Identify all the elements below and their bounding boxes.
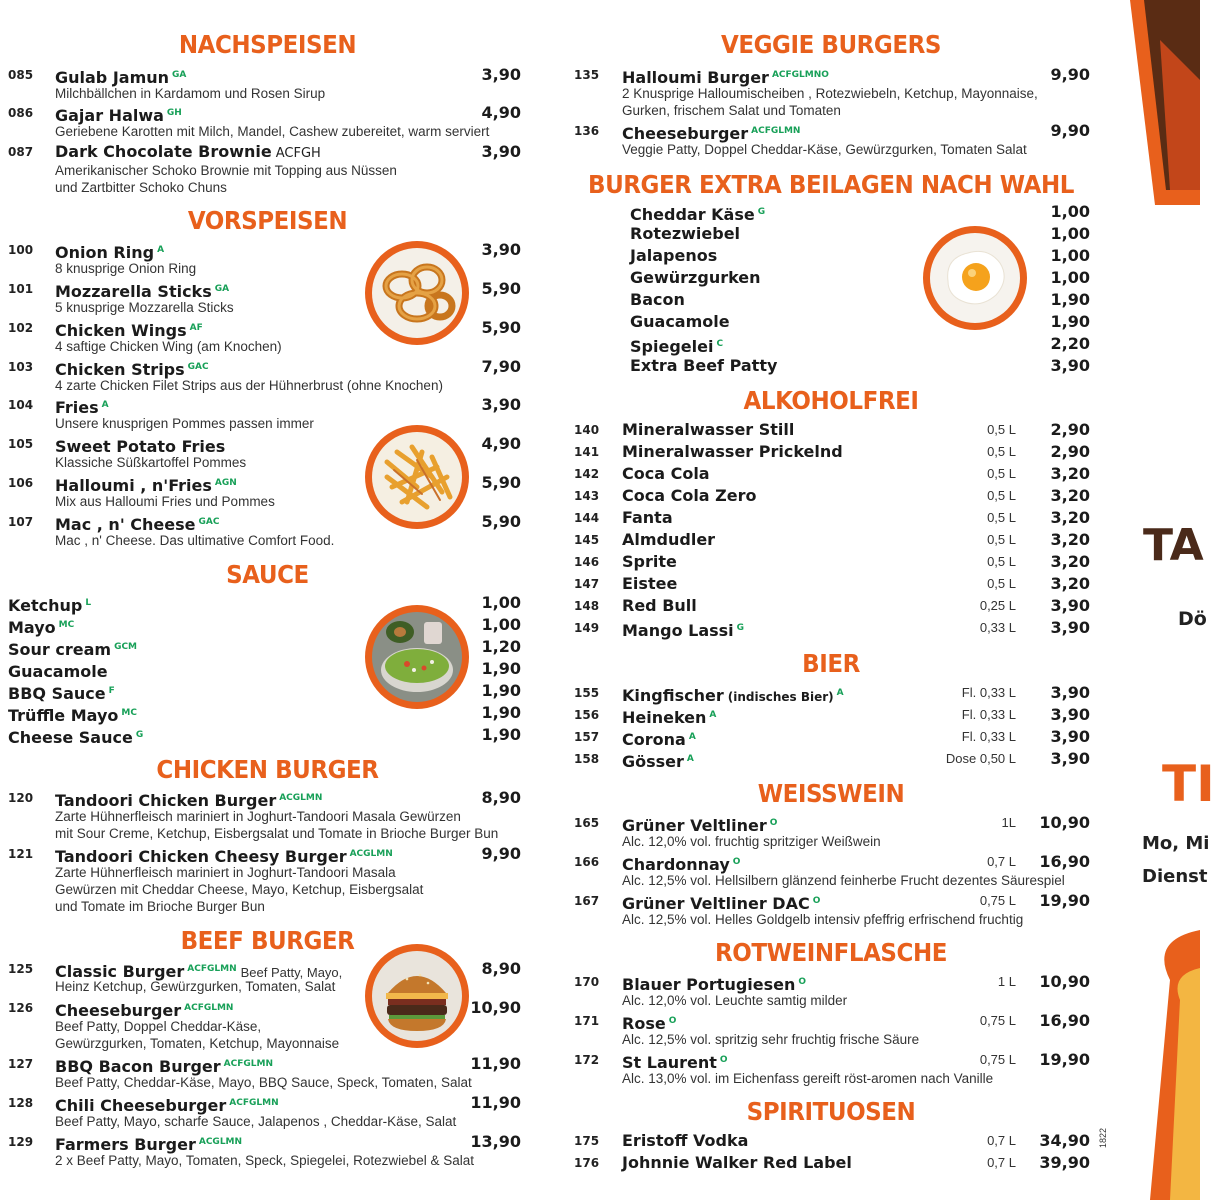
item-price: 5,90	[481, 318, 521, 337]
item-name: Red Bull	[622, 596, 697, 615]
item-price: 11,90	[470, 1093, 521, 1112]
item-number: 166	[574, 855, 600, 869]
item-price: 1,90	[1050, 312, 1090, 331]
item-description: Beef Patty, Doppel Cheddar-Käse, Gewürzgurken, Tomaten, Ketchup, Mayonnaise	[55, 1019, 340, 1051]
item-price: 3,90	[1050, 356, 1090, 375]
item-number: 176	[574, 1156, 600, 1170]
partial-hours-1: Mo, Mi	[1142, 833, 1210, 854]
item-price: 2,20	[1050, 334, 1090, 353]
item-description: Alc. 13,0% vol. im Eichenfass gereift röst-aromen nach Vanille	[622, 1071, 994, 1086]
item-description: Alc. 12,5% vol. Hellsilbern glänzend feinherbe Frucht dezentes Säurespiel	[622, 873, 1065, 888]
item-number: 148	[574, 599, 600, 613]
item-description: 8 knusprige Onion Ring	[55, 261, 197, 276]
allergen-codes: O	[769, 818, 778, 828]
allergen-codes: O	[798, 977, 807, 987]
item-description: Beef Patty, Mayo, scharfe Sauce, Jalapenos , Cheddar-Käse, Salat	[55, 1114, 457, 1129]
adjacent-panel	[1110, 0, 1215, 1200]
item-price: 10,90	[1039, 972, 1090, 991]
item-price: 1,90	[1050, 290, 1090, 309]
section-title-chicken-burger: CHICKEN BURGER	[156, 755, 379, 784]
item-name: Kingfischer (indisches Bier) $^A$	[622, 686, 844, 705]
item-description: Milchbällchen in Kardamom und Rosen Sirup	[55, 86, 326, 101]
guacamole-photo	[365, 605, 469, 709]
item-price: 3,90	[1050, 618, 1090, 637]
extra-item	[574, 202, 1096, 224]
item-name: Mineralwasser Still	[622, 420, 795, 439]
item-number: 107	[8, 515, 34, 529]
item-number: 127	[8, 1057, 34, 1071]
item-quantity: Fl. 0,33 L	[961, 707, 1016, 722]
item-number: 120	[8, 791, 34, 805]
item-quantity: 0,5 L	[987, 422, 1016, 437]
item-name: Guacamole	[8, 662, 108, 681]
item-name: Almdudler	[622, 530, 716, 549]
item-name: Mozzarella Sticks $^{GA}$	[55, 282, 230, 301]
item-price: 3,90	[1050, 596, 1090, 615]
item-name: Coca Cola	[622, 464, 710, 483]
item-name: Sweet Potato Fries	[55, 437, 226, 456]
allergen-codes: C	[716, 339, 724, 349]
item-number: 170	[574, 975, 600, 989]
item-name: Johnnie Walker Red Label	[622, 1153, 852, 1172]
item-description: 5 knusprige Mozzarella Sticks	[55, 300, 234, 315]
item-name: Classic Burger $^{ACFGLMN}$ Beef Patty, Mayo,	[55, 962, 343, 981]
item-price: 3,90	[1050, 683, 1090, 702]
item-name: Gewürzgurken	[630, 268, 761, 287]
item-number: 143	[574, 489, 600, 503]
item-price: 16,90	[1039, 1011, 1090, 1030]
item-number: 101	[8, 282, 34, 296]
item-number: 147	[574, 577, 600, 591]
item-quantity: 0,75 L	[979, 893, 1016, 908]
allergen-codes: ACGLMN	[198, 1137, 243, 1147]
allergen-codes: A	[686, 754, 694, 764]
item-price: 3,90	[481, 240, 521, 259]
item-description: Alc. 12,0% vol. fruchtig spritziger Weißwein	[622, 834, 881, 849]
allergen-codes: GAC	[198, 517, 220, 527]
item-quantity: Dose 0,50 L	[945, 751, 1016, 766]
section-title-alkoholfrei: ALKOHOLFREI	[743, 386, 919, 415]
allergen-codes: ACFGLMN	[184, 1003, 234, 1013]
partial-heading-1: TA	[1143, 520, 1204, 571]
item-description: 2 x Beef Patty, Mayo, Tomaten, Speck, Spiegelei, Rotezwiebel & Salat	[55, 1153, 474, 1168]
item-quantity: 0,5 L	[987, 466, 1016, 481]
item-name: Eistee	[622, 574, 678, 593]
allergen-codes: GAC	[187, 362, 209, 372]
item-name: Fanta	[622, 508, 673, 527]
item-price: 3,20	[1050, 574, 1090, 593]
item-number: 100	[8, 243, 34, 257]
item-name: Cheese Sauce $^G$	[8, 728, 144, 747]
item-quantity: 0,5 L	[987, 532, 1016, 547]
section-title-burger-extras: BURGER EXTRA BEILAGEN NACH WAHL	[588, 170, 1074, 199]
item-name: Grüner Veltliner DAC $^O$	[622, 894, 821, 913]
item-name: Spiegelei $^C$	[630, 337, 724, 356]
sauce-item	[8, 725, 535, 747]
extra-item	[574, 356, 1096, 378]
allergen-codes: F	[108, 686, 115, 696]
item-name: BBQ Sauce $^F$	[8, 684, 115, 703]
item-quantity: 1L	[1001, 815, 1016, 830]
fried-egg-photo	[923, 226, 1027, 330]
item-name: Gösser $^A$	[622, 752, 694, 771]
item-number: 104	[8, 398, 34, 412]
item-quantity: Fl. 0,33 L	[961, 685, 1016, 700]
item-quantity: 0,5 L	[987, 488, 1016, 503]
item-quantity: 0,33 L	[979, 620, 1016, 635]
section-title-beef-burger: BEEF BURGER	[180, 926, 355, 955]
item-name: Gajar Halwa $^{GH}$	[55, 106, 182, 125]
item-description: Heinz Ketchup, Gewürzgurken, Tomaten, Salat	[55, 979, 336, 994]
section-title-veggie-burgers: VEGGIE BURGERS	[721, 30, 941, 59]
allergen-codes: ACFGLMN	[187, 964, 237, 974]
section-title-spirituosen: SPIRITUOSEN	[746, 1097, 916, 1126]
item-price: 2,90	[1050, 420, 1090, 439]
item-price: 1,00	[481, 615, 521, 634]
allergen-codes: ACFGLMNO	[771, 70, 829, 80]
allergen-codes: ACGLMN	[279, 793, 323, 803]
item-number: 149	[574, 621, 600, 635]
allergen-codes: GH	[166, 108, 182, 118]
item-name: Heineken $^A$	[622, 708, 717, 727]
item-quantity: 0,75 L	[979, 1052, 1016, 1067]
item-quantity: 0,7 L	[987, 854, 1016, 869]
item-name: Chardonnay $^O$	[622, 855, 741, 874]
item-name: Chili Cheeseburger $^{ACFGLMN}$	[55, 1096, 279, 1115]
item-name: Bacon	[630, 290, 685, 309]
item-name: Chicken Strips $^{GAC}$	[55, 360, 209, 379]
item-number: 105	[8, 437, 34, 451]
allergen-codes: A	[709, 710, 717, 720]
item-name: Jalapenos	[630, 246, 718, 265]
item-price: 3,90	[481, 395, 521, 414]
section-title-nachspeisen: NACHSPEISEN	[178, 30, 357, 59]
item-price: 1,90	[481, 703, 521, 722]
item-name: Onion Ring $^A$	[55, 243, 165, 262]
section-title-vorspeisen: VORSPEISEN	[187, 206, 348, 235]
allergen-codes: A	[157, 245, 165, 255]
item-name: Ketchup $^L$	[8, 596, 92, 615]
section-title-rotweinflasche: ROTWEINFLASCHE	[715, 938, 947, 967]
item-number: 144	[574, 511, 600, 525]
item-name: Corona $^A$	[622, 730, 696, 749]
item-description: Zarte Hühnerfleisch mariniert in Joghurt-Tandoori Masala Gewürzen mit Sour Creme, Ketchup, Eisbergsalat und Tomate in Brioche Burger Bun	[55, 809, 499, 841]
item-subtitle: (indisches Bier)	[727, 690, 834, 704]
allergen-codes: ACFGH	[275, 146, 321, 161]
item-price: 3,90	[1050, 749, 1090, 768]
item-price: 1,20	[481, 637, 521, 656]
item-price: 13,90	[470, 1132, 521, 1151]
item-name: Tandoori Chicken Burger $^{ACGLMN}$	[55, 791, 323, 810]
item-price: 9,90	[1050, 121, 1090, 140]
item-quantity: Fl. 0,33 L	[961, 729, 1016, 744]
onion-rings-photo	[365, 241, 469, 345]
item-number: 167	[574, 894, 600, 908]
item-name: Guacamole	[630, 312, 730, 331]
item-number: 103	[8, 360, 34, 374]
item-description: Mix aus Halloumi Fries und Pommes	[55, 494, 275, 509]
allergen-codes: O	[732, 857, 741, 867]
allergen-codes: GCM	[114, 642, 138, 652]
item-name: Halloumi Burger $^{ACFGLMNO}$	[622, 68, 829, 87]
item-description: 2 Knusprige Halloumischeiben , Rotezwiebeln, Ketchup, Mayonnaise, Gurken, frischem Salat und Tomaten	[622, 86, 1038, 118]
item-name: Eristoff Vodka	[622, 1131, 749, 1150]
item-name: Chicken Wings $^{AF}$	[55, 321, 203, 340]
item-price: 3,20	[1050, 464, 1090, 483]
item-quantity: 0,5 L	[987, 510, 1016, 525]
item-price: 8,90	[481, 788, 521, 807]
item-name: Halloumi , n'Fries $^{AGN}$	[55, 476, 237, 495]
allergen-codes: G	[135, 730, 144, 740]
item-number: 142	[574, 467, 600, 481]
item-price: 1,00	[1050, 246, 1090, 265]
allergen-codes: G	[757, 207, 766, 217]
allergen-codes: AF	[189, 323, 203, 333]
item-price: 16,90	[1039, 852, 1090, 871]
item-number: 129	[8, 1135, 34, 1149]
item-number: 085	[8, 68, 34, 82]
allergen-codes: O	[812, 896, 821, 906]
item-number: 157	[574, 730, 600, 744]
item-name: Sour cream $^{GCM}$	[8, 640, 138, 659]
item-name: Coca Cola Zero	[622, 486, 757, 505]
item-name: Tandoori Chicken Cheesy Burger $^{ACGLMN}$	[55, 847, 393, 866]
burger-photo	[365, 944, 469, 1048]
item-name: Dark Chocolate Brownie ACFGH	[55, 142, 321, 161]
item-description: Beef Patty, Cheddar-Käse, Mayo, BBQ Sauce, Speck, Tomaten, Salat	[55, 1075, 472, 1090]
item-quantity: 0,5 L	[987, 576, 1016, 591]
item-number: 128	[8, 1096, 34, 1110]
item-number: 155	[574, 686, 600, 700]
item-number: 172	[574, 1053, 600, 1067]
item-name: Rotezwiebel	[630, 224, 741, 243]
item-price: 3,20	[1050, 508, 1090, 527]
allergen-codes: G	[736, 623, 745, 633]
section-title-sauce: SAUCE	[226, 560, 309, 589]
item-name: Mayo $^{MC}$	[8, 618, 75, 637]
allergen-codes: ACFGLMN	[223, 1059, 274, 1069]
item-price: 3,20	[1050, 552, 1090, 571]
item-description: 4 saftige Chicken Wing (am Knochen)	[55, 339, 282, 354]
item-price: 2,90	[1050, 442, 1090, 461]
fries-photo	[365, 425, 469, 529]
item-description: Veggie Patty, Doppel Cheddar-Käse, Gewürzgurken, Tomaten Salat	[622, 142, 1027, 157]
allergen-codes: L	[85, 598, 92, 608]
item-price: 1,00	[1050, 224, 1090, 243]
item-price: 3,20	[1050, 486, 1090, 505]
allergen-codes: O	[719, 1055, 728, 1065]
partial-text-1: Dö	[1178, 608, 1207, 630]
item-price: 1,00	[481, 593, 521, 612]
item-number: 141	[574, 445, 600, 459]
item-number: 121	[8, 847, 34, 861]
item-name: St Laurent $^O$	[622, 1053, 728, 1072]
item-name: Rose $^O$	[622, 1014, 677, 1033]
item-price: 1,90	[481, 659, 521, 678]
item-number: 087	[8, 145, 34, 159]
item-number: 145	[574, 533, 600, 547]
item-quantity: 0,7 L	[987, 1133, 1016, 1148]
item-price: 4,90	[481, 434, 521, 453]
item-price: 39,90	[1039, 1153, 1090, 1172]
item-quantity: 0,5 L	[987, 444, 1016, 459]
allergen-codes: ACFGLMN	[751, 126, 801, 136]
item-price: 3,90	[1050, 727, 1090, 746]
item-description: 4 zarte Chicken Filet Strips aus der Hühnerbrust (ohne Knochen)	[55, 378, 443, 393]
item-name: Mineralwasser Prickelnd	[622, 442, 843, 461]
item-price: 3,90	[481, 65, 521, 84]
item-description: Klassiche Süßkartoffel Pommes	[55, 455, 247, 470]
item-number: 171	[574, 1014, 600, 1028]
allergen-codes: O	[668, 1016, 677, 1026]
item-name: Farmers Burger $^{ACGLMN}$	[55, 1135, 243, 1154]
item-price: 8,90	[481, 959, 521, 978]
item-price: 34,90	[1039, 1131, 1090, 1150]
allergen-codes: AGN	[214, 478, 237, 488]
item-number: 125	[8, 962, 34, 976]
item-price: 1,00	[1050, 202, 1090, 221]
item-name: Cheeseburger $^{ACFGLMN}$	[622, 124, 801, 143]
item-name: Grüner Veltliner $^O$	[622, 816, 778, 835]
item-name: Sprite	[622, 552, 677, 571]
item-number: 136	[574, 124, 600, 138]
item-number: 146	[574, 555, 600, 569]
allergen-codes: A	[688, 732, 696, 742]
item-price: 9,90	[1050, 65, 1090, 84]
item-price: 11,90	[470, 1054, 521, 1073]
item-name: Mac , n' Cheese $^{GAC}$	[55, 515, 220, 534]
item-description: Geriebene Karotten mit Milch, Mandel, Cashew zubereitet, warm serviert	[55, 124, 490, 139]
allergen-codes: MC	[58, 620, 75, 630]
item-name: Cheeseburger $^{ACFGLMN}$	[55, 1001, 234, 1020]
item-quantity: 0,75 L	[979, 1013, 1016, 1028]
item-name: Trüffle Mayo $^{MC}$	[8, 706, 137, 725]
item-price: 1,00	[1050, 268, 1090, 287]
item-price: 10,90	[470, 998, 521, 1017]
print-code: 1822	[1098, 1127, 1108, 1148]
item-price: 3,90	[481, 142, 521, 161]
item-quantity: 1 L	[997, 974, 1016, 989]
item-name: Mango Lassi $^G$	[622, 621, 745, 640]
item-name: Blauer Portugiesen $^O$	[622, 975, 807, 994]
item-price: 1,90	[481, 681, 521, 700]
item-number: 165	[574, 816, 600, 830]
allergen-codes: ACFGLMN	[229, 1098, 279, 1108]
allergen-codes: A	[101, 400, 109, 410]
item-quantity: 0,5 L	[987, 554, 1016, 569]
item-number: 102	[8, 321, 34, 335]
item-name: Extra Beef Patty	[630, 356, 778, 375]
item-quantity: 0,7 L	[987, 1155, 1016, 1170]
allergen-codes: A	[836, 688, 844, 698]
item-price: 5,90	[481, 512, 521, 531]
item-description: Alc. 12,5% vol. Helles Goldgelb intensiv pfeffrig erfrischend fruchtig	[622, 912, 1024, 927]
item-number: 086	[8, 106, 34, 120]
item-number: 156	[574, 708, 600, 722]
item-name: BBQ Bacon Burger $^{ACFGLMN}$	[55, 1057, 274, 1076]
item-price: 5,90	[481, 279, 521, 298]
item-price: 19,90	[1039, 891, 1090, 910]
section-title-bier: BIER	[802, 649, 860, 678]
item-price: 3,20	[1050, 530, 1090, 549]
item-name: Fries $^A$	[55, 398, 109, 417]
allergen-codes: MC	[121, 708, 137, 718]
item-quantity: 0,25 L	[979, 598, 1016, 613]
partial-heading-2: TI	[1162, 755, 1215, 813]
item-price: 9,90	[481, 844, 521, 863]
item-description: Alc. 12,5% vol. spritzig sehr fruchtig frische Säure	[622, 1032, 920, 1047]
partial-hours-2: Dienst	[1142, 866, 1208, 887]
item-price: 3,90	[1050, 705, 1090, 724]
extra-item	[574, 334, 1096, 356]
item-price: 4,90	[481, 103, 521, 122]
item-number: 175	[574, 1134, 600, 1148]
item-description: Alc. 12,0% vol. Leuchte samtig milder	[622, 993, 848, 1008]
item-number: 135	[574, 68, 600, 82]
item-name: Gulab Jamun $^{GA}$	[55, 68, 187, 87]
item-description: Amerikanischer Schoko Brownie mit Topping aus Nüssen und Zartbitter Schoko Chuns	[55, 163, 397, 195]
item-number: 126	[8, 1001, 34, 1015]
item-price: 5,90	[481, 473, 521, 492]
sauce-item	[8, 703, 535, 725]
section-title-weisswein: WEISSWEIN	[757, 779, 905, 808]
item-price: 1,90	[481, 725, 521, 744]
item-price: 7,90	[481, 357, 521, 376]
item-description: Mac , n' Cheese. Das ultimative Comfort Food.	[55, 533, 335, 548]
item-number: 106	[8, 476, 34, 490]
allergen-codes: ACGLMN	[349, 849, 393, 859]
item-number: 140	[574, 423, 600, 437]
item-description: Zarte Hühnerfleisch mariniert in Joghurt-Tandoori Masala Gewürzen mit Cheddar Cheese, Mayo, Ketchup, Eisbergsalat und Tomate im Brioche Burger Bun	[55, 865, 424, 914]
allergen-codes: GA	[172, 70, 187, 80]
allergen-codes: GA	[214, 284, 230, 294]
item-price: 10,90	[1039, 813, 1090, 832]
inline-description: Beef Patty, Mayo,	[240, 965, 343, 980]
item-number: 158	[574, 752, 600, 766]
item-name: Cheddar Käse $^G$	[630, 205, 766, 224]
item-price: 19,90	[1039, 1050, 1090, 1069]
item-description: Unsere knusprigen Pommes passen immer	[55, 416, 314, 431]
